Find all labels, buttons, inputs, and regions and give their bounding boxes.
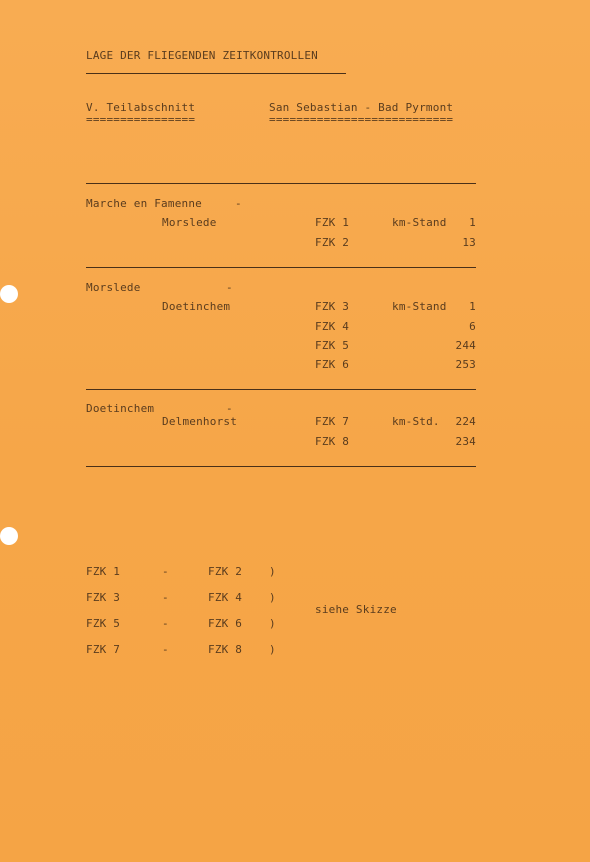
km-value: 244 [455, 339, 476, 352]
pair-dash: - [162, 565, 169, 578]
pair-to: FZK 6 [208, 617, 243, 630]
pair-bracket: ) [269, 591, 276, 604]
km-value: 6 [469, 320, 476, 333]
pair-dash: - [162, 643, 169, 656]
page-title: LAGE DER FLIEGENDEN ZEITKONTROLLEN [86, 49, 318, 62]
fzk-id: FZK 1 [315, 216, 350, 229]
km-value: 224 [455, 415, 476, 428]
punch-hole-upper [0, 285, 18, 303]
fzk-id: FZK 8 [315, 435, 350, 448]
fzk-id: FZK 5 [315, 339, 350, 352]
segment-dash: - [235, 197, 242, 210]
pair-from: FZK 1 [86, 565, 121, 578]
segment-divider [86, 183, 476, 184]
segment-from: Marche en Famenne [86, 197, 202, 210]
km-label: km-Stand [392, 216, 447, 229]
segment-dash: - [226, 281, 233, 294]
pair-dash: - [162, 617, 169, 630]
sketch-note: siehe Skizze [315, 603, 397, 616]
segment-from: Doetinchem [86, 402, 155, 415]
fzk-id: FZK 2 [315, 236, 350, 249]
fzk-id: FZK 4 [315, 320, 350, 333]
pair-to: FZK 2 [208, 565, 243, 578]
pair-to: FZK 4 [208, 591, 243, 604]
km-value: 13 [462, 236, 476, 249]
segment-to: Doetinchem [162, 300, 231, 313]
section-label: V. Teilabschnitt [86, 101, 196, 114]
km-label: km-Std. [392, 415, 440, 428]
km-value: 253 [455, 358, 476, 371]
km-value: 1 [469, 300, 476, 313]
pair-from: FZK 7 [86, 643, 121, 656]
segment-from: Morslede [86, 281, 141, 294]
km-label: km-Stand [392, 300, 447, 313]
fzk-id: FZK 3 [315, 300, 350, 313]
title-underline [86, 73, 346, 74]
pair-bracket: ) [269, 617, 276, 630]
segment-divider [86, 389, 476, 390]
km-value: 234 [455, 435, 476, 448]
route-label: San Sebastian - Bad Pyrmont [269, 101, 454, 114]
pair-dash: - [162, 591, 169, 604]
fzk-id: FZK 6 [315, 358, 350, 371]
section-underline: ================ [86, 113, 196, 126]
pair-from: FZK 5 [86, 617, 121, 630]
pair-bracket: ) [269, 643, 276, 656]
pair-from: FZK 3 [86, 591, 121, 604]
segment-dash: - [226, 402, 233, 415]
segment-to: Morslede [162, 216, 217, 229]
fzk-id: FZK 7 [315, 415, 350, 428]
segment-to: Delmenhorst [162, 415, 238, 428]
pair-to: FZK 8 [208, 643, 243, 656]
pair-bracket: ) [269, 565, 276, 578]
punch-hole-lower [0, 527, 18, 545]
segment-divider [86, 267, 476, 268]
km-value: 1 [469, 216, 476, 229]
segment-divider [86, 466, 476, 467]
route-underline: =========================== [269, 113, 454, 126]
